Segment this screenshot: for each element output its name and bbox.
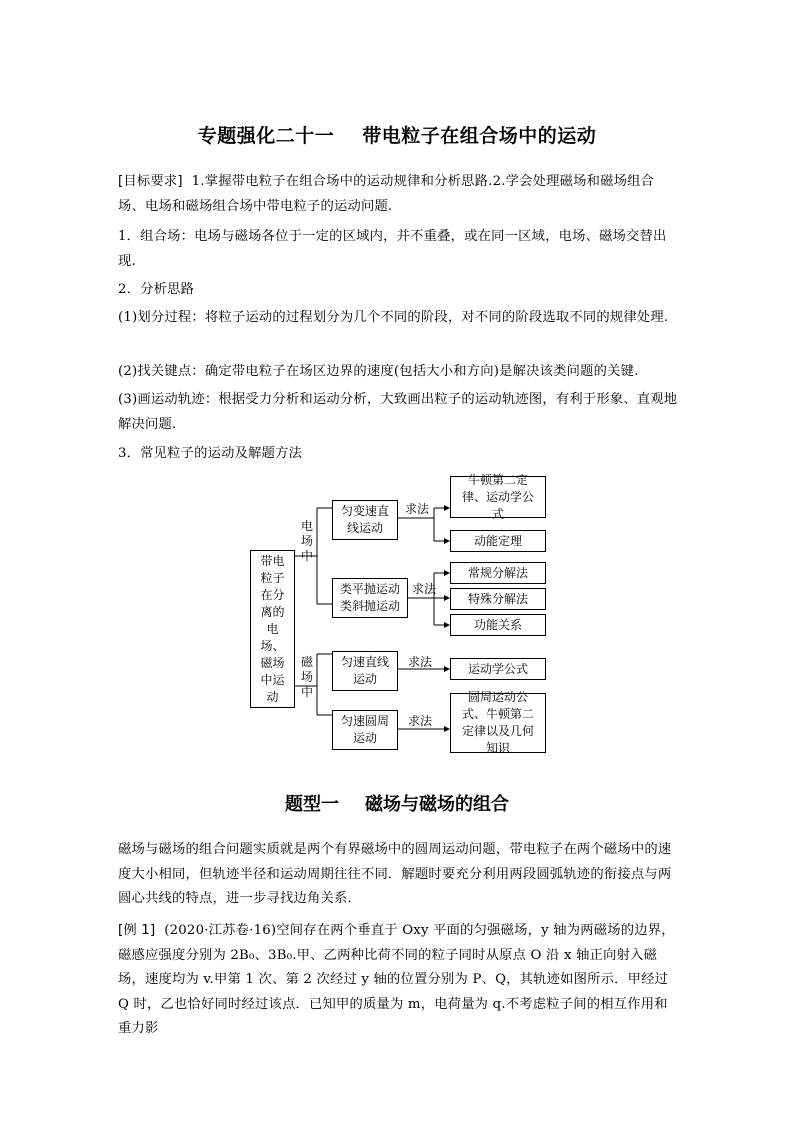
- diagram-root-box: [250, 550, 295, 708]
- section-sub: 磁场与磁场的组合: [365, 794, 509, 815]
- result-box-regular-decomp: [450, 562, 546, 584]
- result-text-newton-kinematics: 牛顿第二定律、运动学公式: [461, 472, 534, 521]
- example-text: (2020·江苏卷·16)空间存在两个垂直于 Oxy 平面的匀强磁场，y 轴为两磁场的边界，磁感应强度分别为 2B₀、3B₀.甲、乙两种比荷不同的粒子同时从原点 O 沿 x 轴正向射入磁场，速度均为 v.甲第 1 次、第 2 次经过 y 轴的位置分别为 P、Q，其轨迹如图所示．甲经过 Q 时，乙也恰好同时经过该点．已知甲的质量为 m，电荷量为 q.不考虑粒子间的相互作用和重力影: [118, 923, 675, 1036]
- point-3: 3．常见粒子的运动及解题方法: [118, 446, 303, 461]
- example-paragraph: [118, 919, 680, 1042]
- method-label-m1: 求法: [407, 655, 432, 669]
- result-text-regular-decomp: 常规分解法: [467, 565, 528, 580]
- section-main: 题型一: [285, 794, 339, 815]
- result-box-energy-theorem: [450, 530, 546, 552]
- motion-box-uniform-linear: [332, 651, 398, 691]
- result-text-kinematics: 运动学公式: [467, 661, 528, 676]
- method-label-e1: 求法: [404, 502, 429, 516]
- result-text-energy-theorem: 动能定理: [473, 533, 522, 548]
- method-label-e2: 求法: [411, 582, 436, 596]
- section-paragraph: 磁场与磁场的组合问题实质就是两个有界磁场中的圆周运动问题，带电粒子在两个磁场中的速度大小相同，但轨迹半径和运动周期往往不同．解题时要充分利用两段圆弧轨迹的衔接点与两圆心共线的特点，进一步寻找边角关系．: [118, 842, 672, 906]
- result-box-newton-kinematics: [450, 472, 546, 521]
- motion-text-projectile: 类平抛运动类斜抛运动: [339, 582, 400, 613]
- point-1-label: 1．组合场：: [118, 229, 195, 244]
- method-label-m2: 求法: [407, 714, 432, 728]
- electric-field-label: 电场中: [300, 519, 313, 563]
- section-heading: [0, 790, 794, 816]
- point-2c: (3)画运动轨迹：根据受力分析和运动分析，大致画出粒子的运动轨迹图，有利于形象、直观地解决问题.: [118, 392, 678, 432]
- point-2b: (2)找关键点：确定带电粒子在场区边界的速度(包括大小和方向)是解决该类问题的关键.: [118, 364, 639, 379]
- diagram-root-text: 带电粒子在分离的电场、磁场中运动: [260, 553, 285, 704]
- point-1-text: 电场与磁场各位于一定的区域内，并不重叠，或在同一区域，电场、磁场交替出现.: [118, 229, 667, 269]
- magnetic-field-label: 磁场中: [300, 655, 313, 699]
- motion-text-uniform-linear: 匀速直线运动: [340, 655, 389, 686]
- intro-label: [目标要求]: [118, 174, 183, 189]
- title-main: 专题强化二十一: [197, 125, 335, 147]
- motion-box-uniform-accel: [332, 500, 398, 540]
- motion-text-circular: 匀速圆周运动: [340, 714, 389, 745]
- result-box-circular-formulas: [450, 690, 546, 755]
- result-text-work-energy: 功能关系: [473, 617, 522, 632]
- motion-box-projectile: [332, 578, 408, 618]
- motion-box-circular: [332, 710, 398, 750]
- result-text-circular-formulas: 圆周运动公式、牛顿第二定律以及几何知识: [461, 690, 534, 755]
- point-2a: (1)划分过程：将粒子运动的过程划分为几个不同的阶段，对不同的阶段选取不同的规律处理.: [118, 310, 669, 325]
- intro-text: 1.掌握带电粒子在组合场中的运动规律和分析思路.2.学会处理磁场和磁场组合场、电场和磁场组合场中带电粒子的运动问题.: [118, 174, 655, 214]
- motion-text-uniform-accel: 匀变速直线运动: [340, 504, 389, 535]
- result-box-special-decomp: [450, 588, 546, 610]
- result-text-special-decomp: 特殊分解法: [467, 591, 528, 606]
- result-box-kinematics: [450, 658, 546, 680]
- title-sub: 带电粒子在组合场中的运动: [362, 125, 597, 147]
- point-2: 2．分析思路: [118, 282, 195, 297]
- result-box-work-energy: [450, 614, 546, 636]
- example-label: [例 1]: [118, 923, 156, 938]
